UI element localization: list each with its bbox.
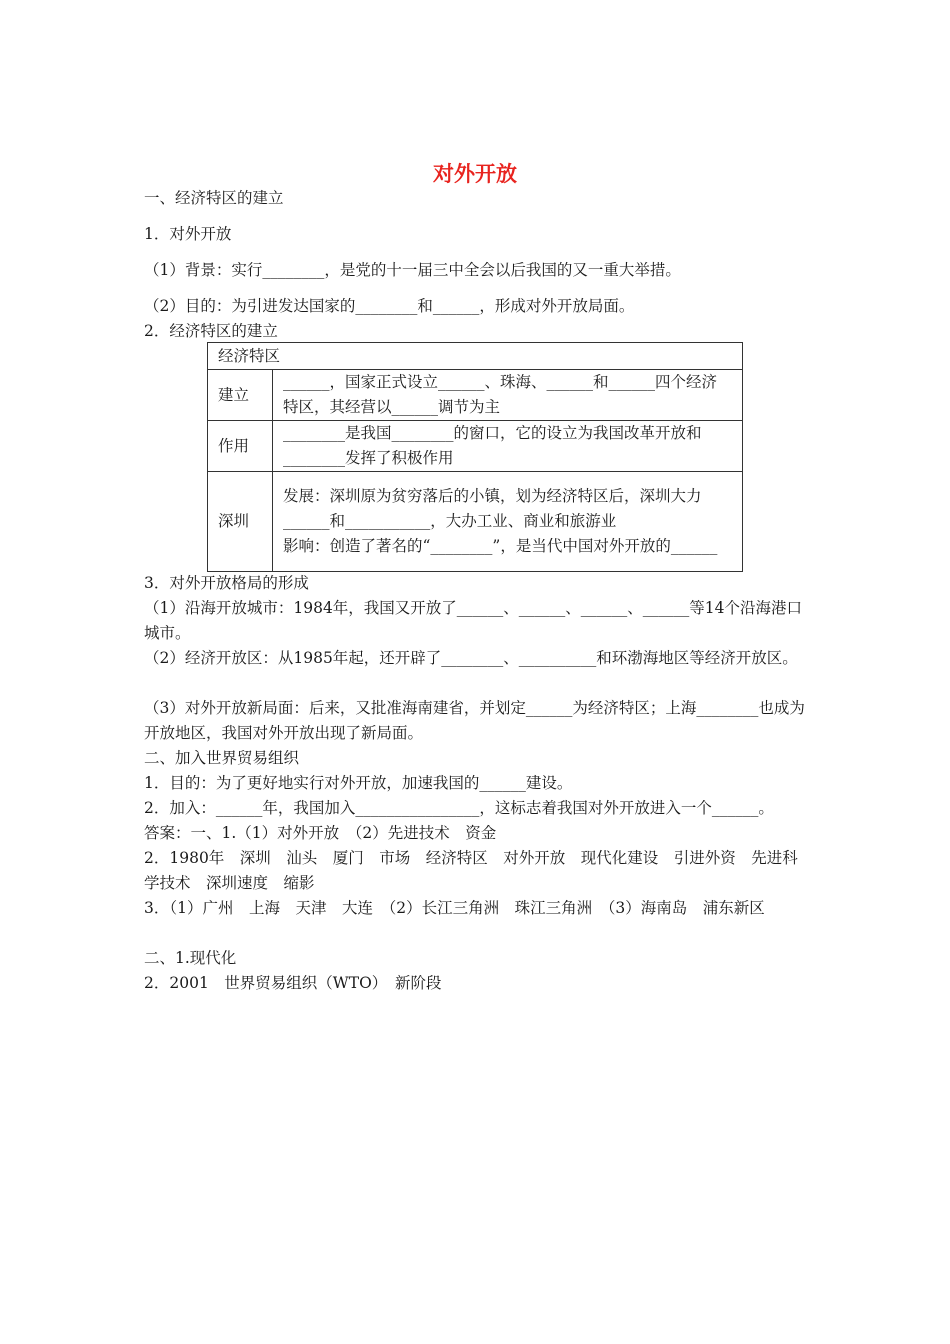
question-wto-purpose: 1．目的：为了更好地实行对外开放，加速我国的______建设。	[144, 774, 573, 792]
question-wto-join: 2．加入：______年，我国加入________________，这标志着我国对外开放进入一个______。	[144, 799, 774, 817]
table-cell: ________是我国________的窗口，它的设立为我国改革开放和________发挥了积极作用	[273, 421, 743, 472]
answer-line-1: 答案：一、1.（1）对外开放 （2）先进技术 资金	[144, 824, 497, 842]
question-coastal-cities: （1）沿海开放城市：1984年，我国又开放了______、______、______、______等14个沿海港口城市。	[144, 599, 803, 642]
question-open-zones: （2）经济开放区：从1985年起，还开辟了________、__________和环渤海地区等经济开放区。	[144, 649, 798, 667]
subheading-opening: 1．对外开放	[144, 225, 232, 243]
question-purpose: （2）目的：为引进发达国家的________和______，形成对外开放局面。	[144, 297, 635, 315]
table-cell-development: 发展：深圳原为贫穷落后的小镇，划为经济特区后，深圳大力______和___________，大办工业、商业和旅游业	[283, 487, 702, 530]
subheading-zones: 2．经济特区的建立	[144, 322, 278, 340]
table-cell: ______，国家正式设立______、珠海、______和______四个经济特区，其经营以______调节为主	[273, 370, 743, 421]
table-row-label: 作用	[208, 421, 273, 472]
table-cell-influence: 影响：创造了著名的“________”，是当代中国对外开放的______	[283, 537, 718, 555]
answer-line-2: 2．1980年 深圳 汕头 厦门 市场 经济特区 对外开放 现代化建设 引进外资 先进科学技术 深圳速度 缩影	[144, 849, 798, 892]
table-header: 经济特区	[208, 343, 743, 370]
sez-table	[207, 342, 743, 572]
subheading-pattern: 3．对外开放格局的形成	[144, 574, 309, 592]
answer-line-5: 2．2001 世界贸易组织（WTO） 新阶段	[144, 974, 442, 992]
answer-line-4: 二、1.现代化	[144, 949, 237, 967]
question-new-situation: （3）对外开放新局面：后来，又批准海南建省，并划定______为经济特区；上海________也成为开放地区，我国对外开放出现了新局面。	[144, 699, 805, 742]
page-title: 对外开放	[433, 162, 517, 186]
section-heading-2: 二、加入世界贸易组织	[144, 749, 300, 767]
table-row-label: 建立	[208, 370, 273, 421]
table-cell	[273, 472, 743, 572]
table-row-label: 深圳	[208, 472, 273, 572]
section-heading-1: 一、经济特区的建立	[144, 189, 284, 207]
question-background: （1）背景：实行________，是党的十一届三中全会以后我国的又一重大举措。	[144, 261, 681, 279]
answer-line-3: 3．（1）广州 上海 天津 大连 （2）长江三角洲 珠江三角洲 （3）海南岛 浦东新区	[144, 899, 765, 917]
